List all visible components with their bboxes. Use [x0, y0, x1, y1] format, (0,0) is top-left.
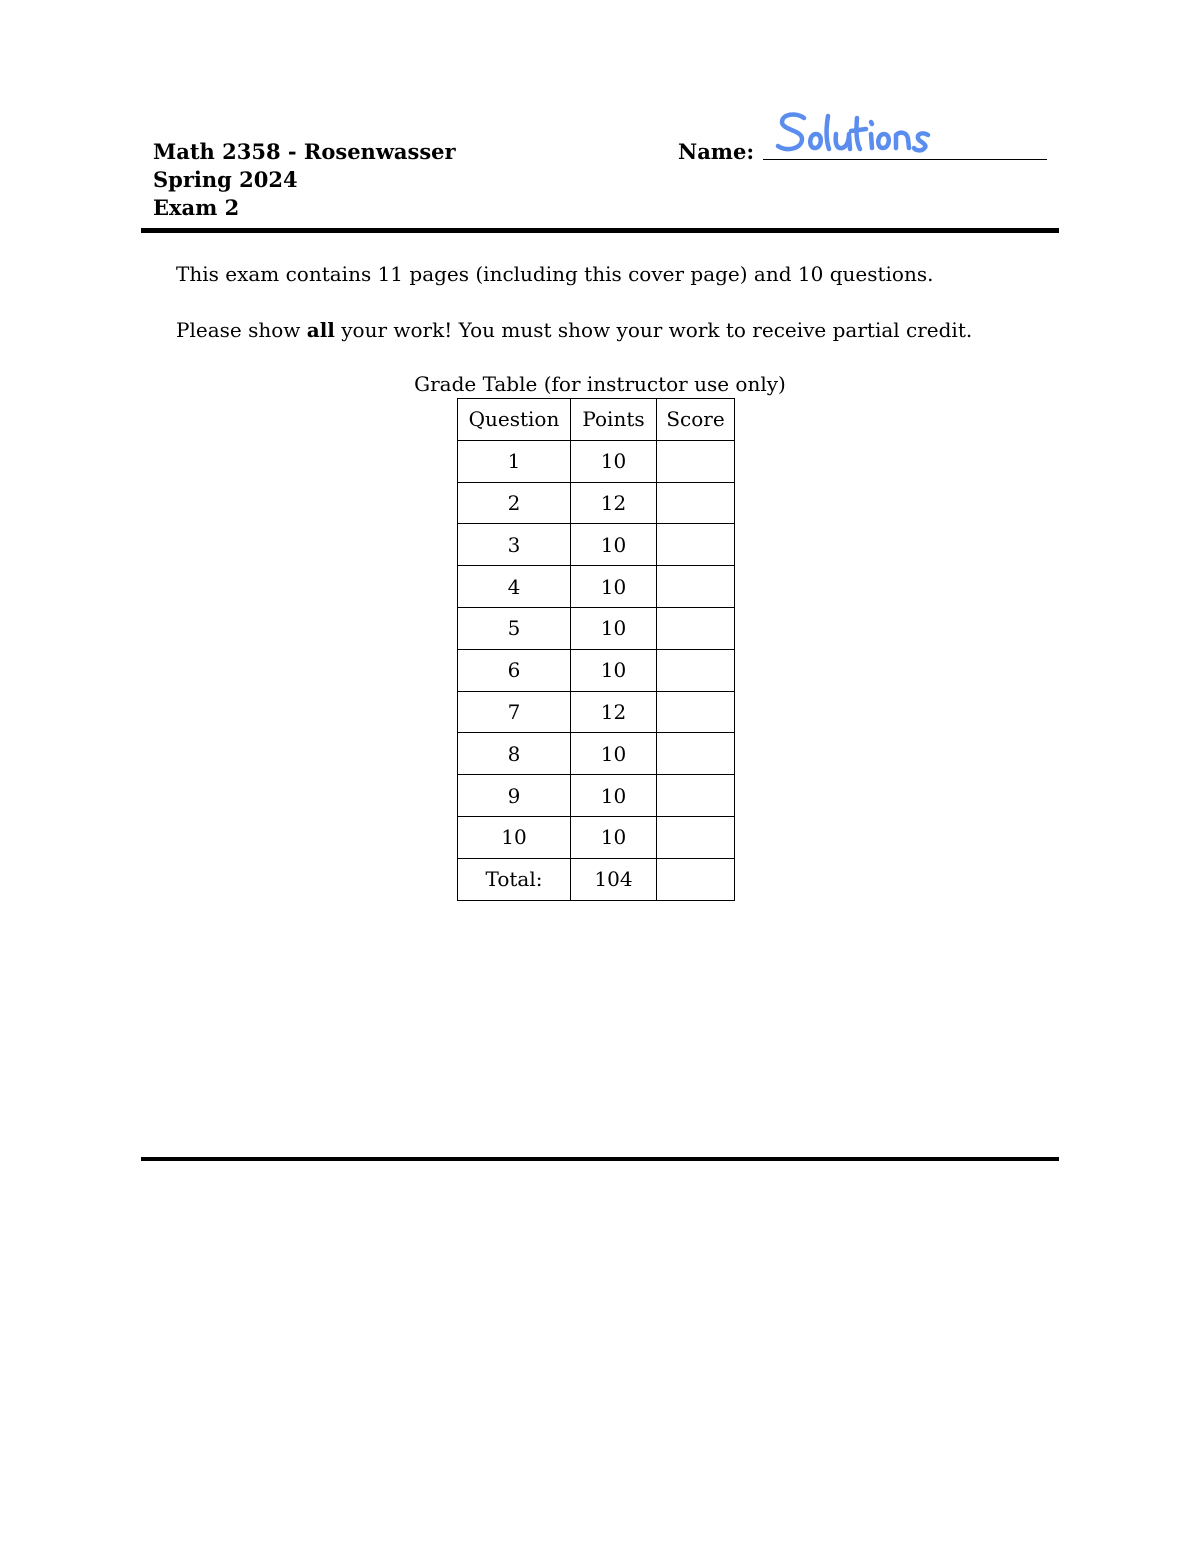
table-row: [458, 524, 735, 566]
score-cell: [657, 566, 735, 608]
question-cell: 5: [458, 607, 571, 649]
handwritten-name-signature: [774, 104, 936, 160]
points-cell: 10: [571, 607, 657, 649]
question-cell: 10: [458, 816, 571, 858]
table-row: [458, 440, 735, 482]
table-header-row: [458, 399, 735, 441]
score-cell: [657, 440, 735, 482]
score-cell: [657, 691, 735, 733]
score-cell: [657, 733, 735, 775]
table-row: [458, 691, 735, 733]
column-header-question: Question: [458, 399, 571, 441]
score-cell: [657, 816, 735, 858]
question-cell: 4: [458, 566, 571, 608]
points-cell: 10: [571, 440, 657, 482]
table-row: [458, 649, 735, 691]
table-row: [458, 566, 735, 608]
points-cell: 10: [571, 649, 657, 691]
grade-table-caption: Grade Table (for instructor use only): [414, 372, 786, 396]
points-cell: 10: [571, 566, 657, 608]
work-instruction-text: Please show all your work! You must show your work to receive partial credit.: [176, 318, 973, 342]
course-title: Math 2358 - Rosenwasser: [153, 139, 456, 164]
total-score-cell: [657, 858, 735, 900]
table-row: [458, 482, 735, 524]
table-row: [458, 607, 735, 649]
total-points-cell: 104: [571, 858, 657, 900]
question-cell: 7: [458, 691, 571, 733]
table-row: [458, 733, 735, 775]
points-cell: 10: [571, 775, 657, 817]
exam-info-text: This exam contains 11 pages (including this cover page) and 10 questions.: [176, 262, 934, 286]
score-cell: [657, 775, 735, 817]
table-row: [458, 816, 735, 858]
question-cell: 9: [458, 775, 571, 817]
header-rule: [141, 228, 1059, 233]
table-row: [458, 775, 735, 817]
score-cell: [657, 649, 735, 691]
question-cell: 1: [458, 440, 571, 482]
score-cell: [657, 482, 735, 524]
question-cell: 8: [458, 733, 571, 775]
total-row: [458, 858, 735, 900]
question-cell: 3: [458, 524, 571, 566]
grade-table: [457, 398, 735, 901]
points-cell: 10: [571, 816, 657, 858]
points-cell: 12: [571, 691, 657, 733]
points-cell: 10: [571, 733, 657, 775]
points-cell: 12: [571, 482, 657, 524]
score-cell: [657, 607, 735, 649]
question-cell: 2: [458, 482, 571, 524]
total-label-cell: Total:: [458, 858, 571, 900]
exam-number: Exam 2: [153, 195, 240, 220]
points-cell: 10: [571, 524, 657, 566]
term: Spring 2024: [153, 167, 298, 192]
emphasis-all: all: [306, 318, 335, 342]
column-header-points: Points: [571, 399, 657, 441]
question-cell: 6: [458, 649, 571, 691]
footer-rule: [141, 1157, 1059, 1161]
column-header-score: Score: [657, 399, 735, 441]
exam-header: [153, 138, 456, 222]
name-label: Name:: [678, 139, 755, 164]
score-cell: [657, 524, 735, 566]
